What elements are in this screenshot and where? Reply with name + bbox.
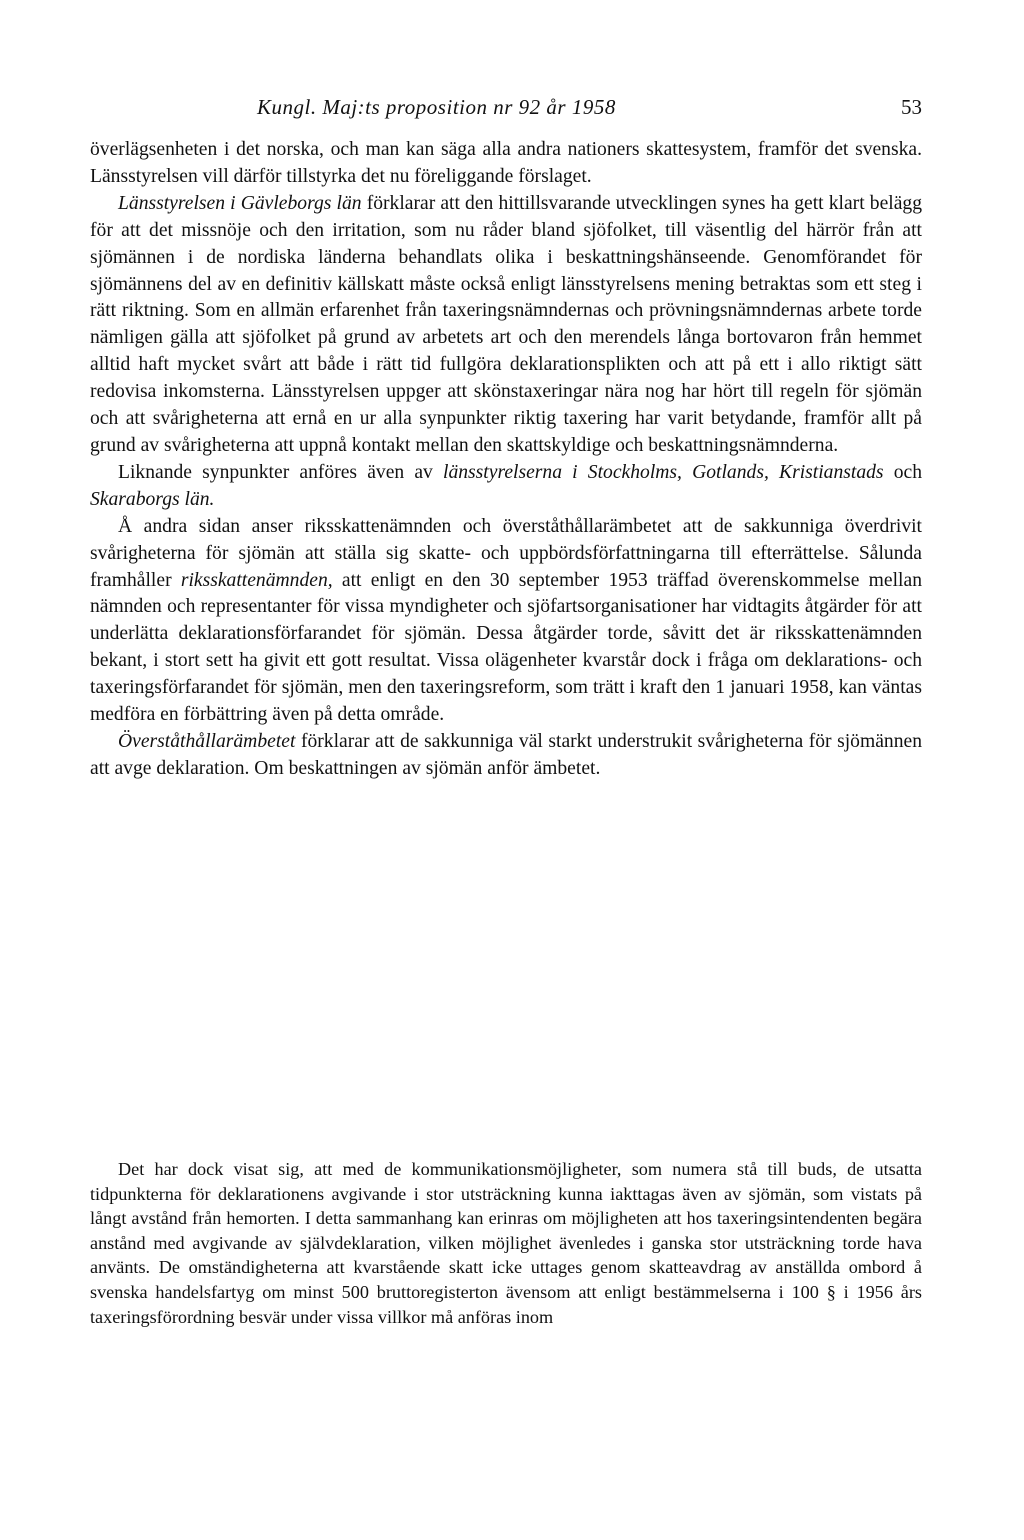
main-text bbox=[90, 137, 922, 783]
paragraph-text: förklarar att den hittillsvarande utvecklingen synes ha gett klart belägg för att det missnöje och den irritation, som nu råder bland sjöfolket, till väsentlig del härrör från att sjömännen i de nordiska länderna behandlats olika i beskattningshänseende. Genomförandet för sjömännens del av en definitiv källskatt måste också enligt länsstyrelsens mening betraktas som ett steg i rätt riktning. Som en allmän erfarenhet från taxeringsnämndernas och prövningsnämndernas arbete torde nämligen gälla att sjöfolket på grund av arbetets art och den merendels långa bortovaron från hemmet alltid haft mycket svårt att både i rätt tid fullgöra deklarationsplikten och att på ett i allo riktigt sätt redovisa inkomsterna. Länsstyrelsen uppger att skönstaxeringar nära nog har hört till regeln för sjömän och att svårigheterna att ernå en ur alla synpunkter riktig taxering har varit betydande, framför allt på grund av svårigheterna att uppnå kontakt mellan den skattskyldige och beskattningsnämnderna. bbox=[90, 192, 922, 456]
paragraph bbox=[90, 191, 922, 460]
agency-name: Överståthållarämbetet bbox=[118, 730, 296, 752]
paragraph-text: överlägsenheten i det norska, och man kan säga alla andra nationers skattesystem, framför det svenska. Länsstyrelsen vill därför tillstyrka det nu föreliggande förslaget. bbox=[90, 139, 922, 187]
paragraph bbox=[90, 514, 922, 729]
agency-name: länsstyrelserna i Stockholms, Gotlands, Kristianstads bbox=[443, 461, 884, 483]
paragraph bbox=[90, 137, 922, 191]
running-title: Kungl. Maj:ts proposition nr 92 år 1958 bbox=[257, 95, 616, 119]
paragraph bbox=[90, 460, 922, 514]
paragraph-text: Liknande synpunkter anföres även av bbox=[118, 461, 444, 483]
paragraph-text: förklarar att de sakkunniga väl starkt understrukit svårigheterna för sjömännen att avge deklaration. Om beskattningen av sjömän anför ämbetet. bbox=[90, 730, 922, 779]
quoted-text bbox=[90, 1157, 922, 1329]
paragraph bbox=[90, 729, 922, 783]
agency-name: Länsstyrelsen i Gävleborgs län bbox=[118, 192, 362, 214]
agency-name: riksskattenämnden, bbox=[180, 569, 333, 591]
paragraph-text: och bbox=[883, 461, 922, 483]
page-number: 53 bbox=[901, 95, 922, 119]
page-header bbox=[90, 94, 922, 120]
paragraph-text: att enligt en den 30 september 1953 träffad överenskommelse mellan nämnden och representanter för vissa myndigheter och sjöfartsorganisationer har vidtagits åtgärder för att underlätta deklarationsförfarandet för sjömän. Dessa åtgärder torde, såvitt det är riksskattenämnden bekant, i stort sett ha givit ett gott resultat. Vissa olägenheter kvarstår dock i fråga om deklarations- och taxeringsförfarandet för sjömän, men den taxeringsreform, som trätt i kraft den 1 januari 1958, kan väntas medföra en förbättring även på detta område. bbox=[90, 569, 922, 726]
agency-name: Skaraborgs län. bbox=[90, 488, 215, 510]
paragraph-text: Å andra sidan anser riksskattenämnden och överståthållarämbetet att de sakkunniga överdrivit svårigheterna för sjömän att ställa sig skatte- och uppbördsförfattningarna till efterrättelse. Sålunda framhåller bbox=[90, 515, 922, 591]
quoted-paragraph bbox=[90, 1157, 922, 1329]
paragraph-text: Det har dock visat sig, att med de kommunikationsmöjligheter, som numera stå till buds, de utsatta tidpunkterna för deklarationens avgivande i stor utsträckning kunna iakttagas även av sjömän, som vistats på långt avstånd från hemorten. I detta sammanhang kan erinras om möjligheten att hos taxeringsintendenten begära anstånd med avgivande av självdeklaration, vilken möjlighet ävenledes i ganska stor utsträckning torde hava använts. De omständigheterna att kvarstående skatt icke uttages genom skatteavdrag av anställda ombord å svenska handelsfartyg om minst 500 bruttoregisterton ävensom att enligt bestämmelserna i 100 § i 1956 års taxeringsförordning besvär under vissa villkor må anföras inom bbox=[90, 1159, 922, 1327]
